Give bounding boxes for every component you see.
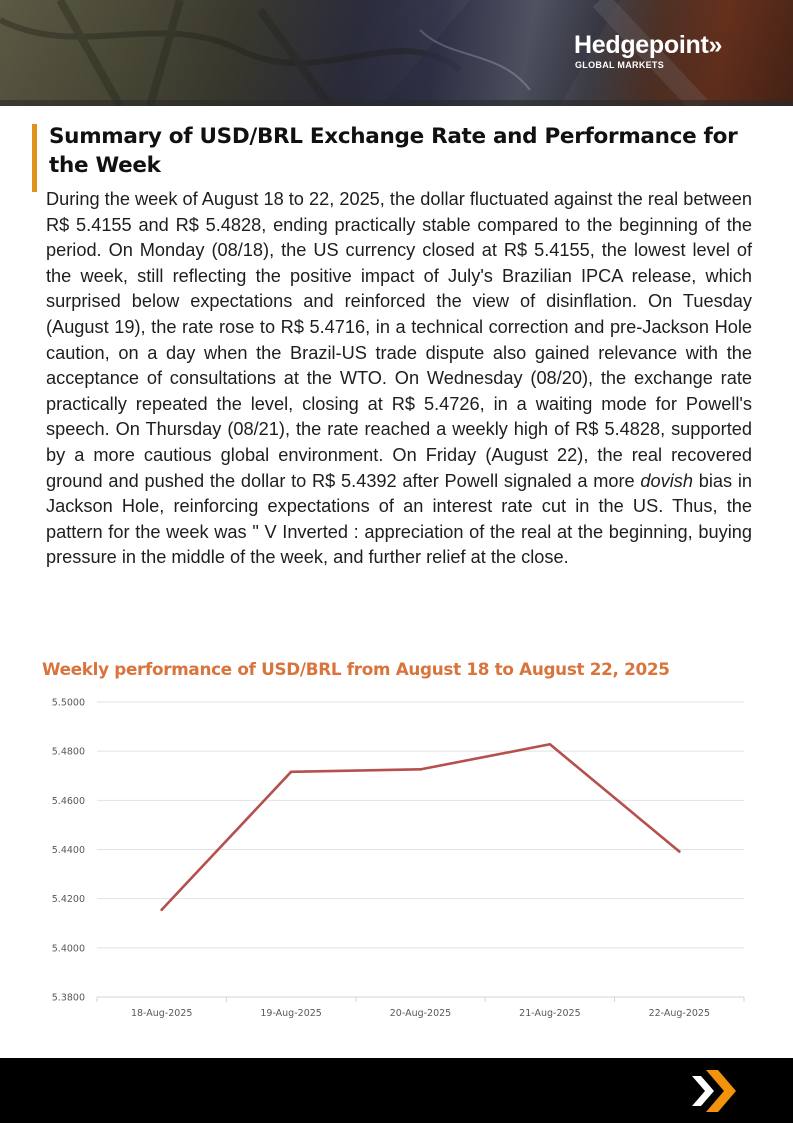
chart-series: [160, 743, 680, 911]
line-chart: [0, 690, 793, 1030]
y-axis-ticks: [52, 698, 85, 1004]
brand-subtitle: GLOBAL MARKETS: [575, 60, 665, 70]
data-point: [549, 743, 552, 746]
x-axis: [97, 997, 744, 1019]
brand-name: Hedgepoint»: [574, 31, 723, 59]
body-text-part-3: bias in Jackson Hole, reinforcing expectations of an interest rate cut in the US. Thus, the pattern for the week was " V Inverted : appreciation of the real at the beginning, buying pressure in the middle of the week, and further relief at the close.: [46, 470, 752, 568]
chart-title: Weekly performance of USD/BRL from August 18 to August 22, 2025: [42, 659, 670, 679]
data-point: [678, 850, 681, 853]
brand-logo: [574, 32, 722, 70]
y-tick-label: 5.3800: [51, 992, 85, 1004]
header-banner: [0, 0, 793, 106]
data-point: [419, 768, 422, 771]
data-point: [290, 771, 293, 774]
y-tick-label: 5.4000: [51, 943, 85, 955]
y-tick-label: 5.4600: [51, 795, 85, 807]
y-tick-label: 5.4800: [51, 746, 85, 758]
y-tick-label: 5.4400: [51, 845, 85, 856]
title-accent-bar: [32, 124, 37, 192]
data-point: [160, 908, 163, 911]
banner-shade: [0, 100, 793, 106]
x-tick-label: 20-Aug-2025: [389, 1008, 452, 1019]
x-tick-label: 18-Aug-2025: [130, 1008, 193, 1019]
article-body: [46, 187, 752, 571]
chart-gridlines: [97, 702, 744, 997]
x-tick-label: 21-Aug-2025: [519, 1008, 581, 1019]
footer-bar: [0, 1058, 793, 1123]
page-title: Summary of USD/BRL Exchange Rate and Performance for the Week: [49, 124, 738, 178]
x-tick-label: 19-Aug-2025: [260, 1008, 322, 1019]
body-text-italic: dovish: [640, 470, 693, 491]
y-tick-label: 5.5000: [51, 697, 85, 709]
x-tick-label: 22-Aug-2025: [648, 1008, 711, 1019]
hedgepoint-chevron-logo-icon: [690, 1070, 740, 1112]
body-text-part-1: During the week of August 18 to 22, 2025, the dollar fluctuated against the real between R$ 5.4155 and R$ 5.4828, ending practically stable compared to the beginning of the period. On Monday (08/18), the US currency closed at R$ 5.4155, the lowest level of the week, still reflecting the positive impact of July's Brazilian IPCA release, which surprised below expectations and reinforced the view of disinflation. On Tuesday (August 19), the rate rose to R$ 5.4716, in a technical correction and pre-Jackson Hole caution, on a day when the Brazil-US trade dispute also gained relevance with the acceptance of consultations at the WTO. On Wednesday (08/20), the exchange rate practically repeated the level, closing at R$ 5.4726, in a waiting mode for Powell's speech. On Thursday (08/21), the rate reached a weekly high of R$ 5.4828, supported by a more cautious global environment. On Friday (August 22), the real recovered ground and pushed the dollar to R$ 5.4392 after Powell signaled a more: [46, 189, 752, 491]
y-tick-label: 5.4200: [51, 894, 85, 906]
